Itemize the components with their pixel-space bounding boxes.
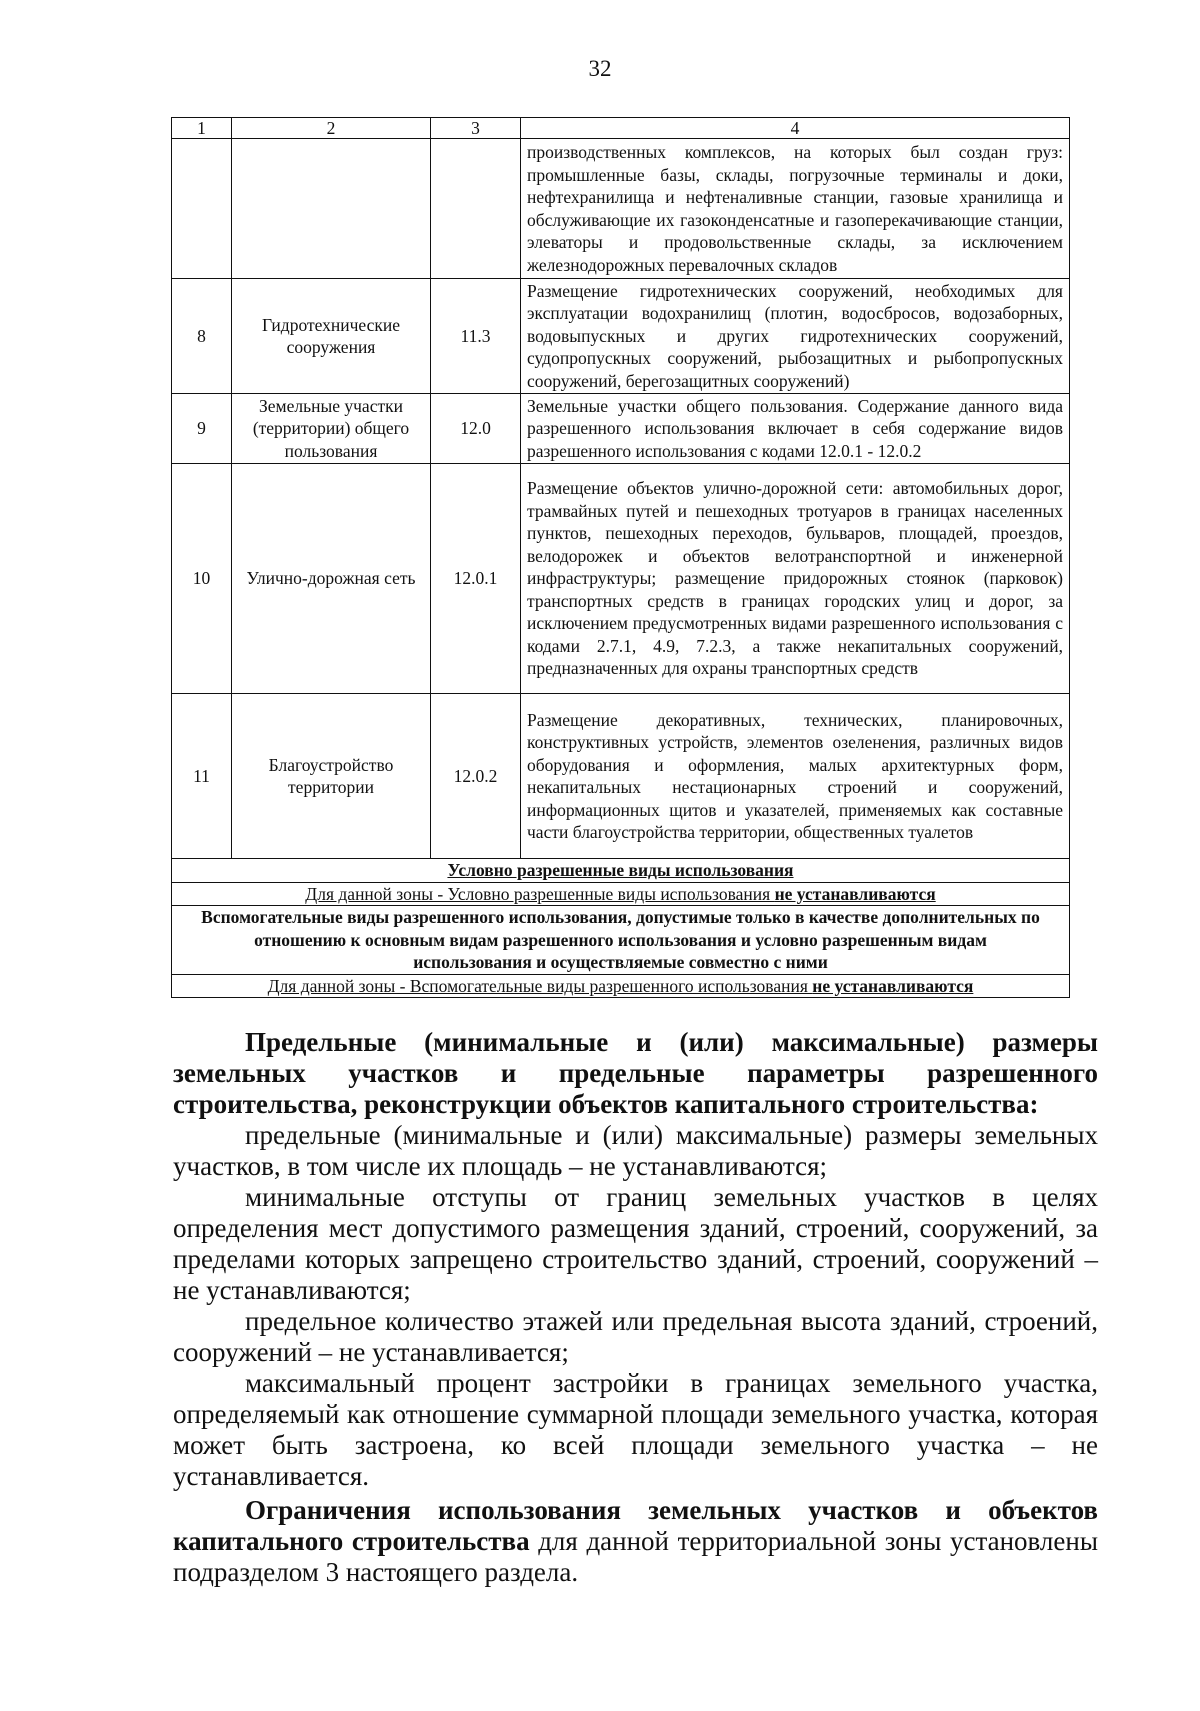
row-code: 12.0.2 [431,694,521,859]
paragraph-setbacks: минимальные отступы от границ земельных участков в целях определения мест допустимого размещения зданий, строений, сооружений, за пределами которых запрещено строительство зданий, строений, сооружений – не устанавливаются; [173,1182,1098,1305]
row-code: 11.3 [431,279,521,394]
auxiliary-uses-note-row [172,974,1070,998]
row-use-name: Земельные участки (территории) общего пользования [232,394,431,464]
row-code [431,139,521,279]
row-use-name: Благоустройство территории [232,694,431,859]
auxiliary-uses-heading: Вспомогательные виды разрешенного использования, допустимые только в качестве дополнительных по отношению к основным видам разрешенного использования и условно разрешенным видам использования и осуществляемые совместно с ними [172,906,1070,975]
row-description: Размещение объектов улично-дорожной сети: автомобильных дорог, трамвайных путей и пешеходных тротуаров в границах населенных пунктов, пешеходных переходов, бульваров, площадей, проездов, велодорожек и объектов велотранспортной и инженерной инфраструктуры; размещение придорожных стоянок (парковок) транспортных средств в границах городских улиц и дорог, за исключением предусмотренных видами разрешенного использования с кодами 2.7.1, 4.9, 7.2.3, а также некапитальных сооружений, предназначенных для охраны транспортных средств [521,464,1070,694]
table-header-row [172,118,1070,139]
conditional-note-bold: не устанавливаются [774,883,936,904]
header-col-1: 1 [172,118,232,139]
header-col-4: 4 [521,118,1070,139]
row-description: Земельные участки общего пользования. Содержание данного вида разрешенного использования включает в себя содержание видов разрешенного использования с кодами 12.0.1 - 12.0.2 [521,394,1070,464]
parameters-heading: Предельные (минимальные и (или) максимальные) размеры земельных участков и предельные параметры разрешенного строительства, реконструкции объектов капитального строительства: [173,1027,1098,1119]
page-number: 32 [588,56,612,81]
table-row [172,464,1070,694]
land-use-table [171,117,1070,998]
paragraph-floors: предельное количество этажей или предельная высота зданий, строений, сооружений – не устанавливается; [173,1306,1098,1367]
row-code: 12.0 [431,394,521,464]
row-description: производственных комплексов, на которых был создан груз: промышленные базы, склады, погрузочные терминалы и доки, нефтехранилища и нефтеналивные станции, газовые хранилища и обслуживающие их газоконденсатные и газоперекачивающие станции, элеваторы и продовольственные склады, за исключением железнодорожных перевалочных складов [521,139,1070,279]
table-row [172,139,1070,279]
conditional-uses-note [172,882,1070,906]
row-number: 9 [172,394,232,464]
row-code: 12.0.1 [431,464,521,694]
restrictions-text: для данной территориальной зоны установлены подразделом 3 настоящего раздела. [173,1526,1098,1587]
table-row [172,694,1070,859]
auxiliary-note-bold: не устанавливаются [812,975,974,996]
conditional-note-text: Для данной зоны - Условно разрешенные виды использования [305,883,775,904]
auxiliary-note-text: Для данной зоны - Вспомогательные виды разрешенного использования [267,975,813,996]
paragraph-plot-sizes: предельные (минимальные и (или) максимальные) размеры земельных участков, в том числе их площадь – не устанавливаются; [173,1120,1098,1181]
conditional-uses-note-row [172,882,1070,906]
header-col-2: 2 [232,118,431,139]
table-row [172,394,1070,464]
conditional-uses-heading: Условно разрешенные виды использования [172,859,1070,883]
row-number [172,139,232,279]
row-number: 10 [172,464,232,694]
row-use-name [232,139,431,279]
auxiliary-uses-note [172,974,1070,998]
row-number: 8 [172,279,232,394]
row-use-name: Улично-дорожная сеть [232,464,431,694]
restrictions-bold: Ограничения использования земельных участков и объектов капитального строительства [173,1495,1098,1556]
row-description: Размещение декоративных, технических, планировочных, конструктивных устройств, элементов озеленения, различных видов оборудования и оформления, малых архитектурных форм, некапитальных нестационарных строений и сооружений, информационных щитов и указателей, применяемых как составные части благоустройства территории, общественных туалетов [521,694,1070,859]
row-description: Размещение гидротехнических сооружений, необходимых для эксплуатации водохранилищ (плотин, водосбросов, водозаборных, водовыпускных и других гидротехнических сооружений, судопропускных сооружений, рыбозащитных и рыбопропускных сооружений, берегозащитных сооружений) [521,279,1070,394]
parameters-section [173,1027,1098,1588]
conditional-uses-heading-row [172,859,1070,883]
paragraph-restrictions [173,1495,1098,1588]
header-col-3: 3 [431,118,521,139]
row-number: 11 [172,694,232,859]
auxiliary-uses-heading-row [172,906,1070,975]
paragraph-building-percent: максимальный процент застройки в границах земельного участка, определяемый как отношение суммарной площади земельного участка, которая может быть застроена, ко всей площади земельного участка – не устанавливается. [173,1368,1098,1491]
row-use-name: Гидротехнические сооружения [232,279,431,394]
table-row [172,279,1070,394]
